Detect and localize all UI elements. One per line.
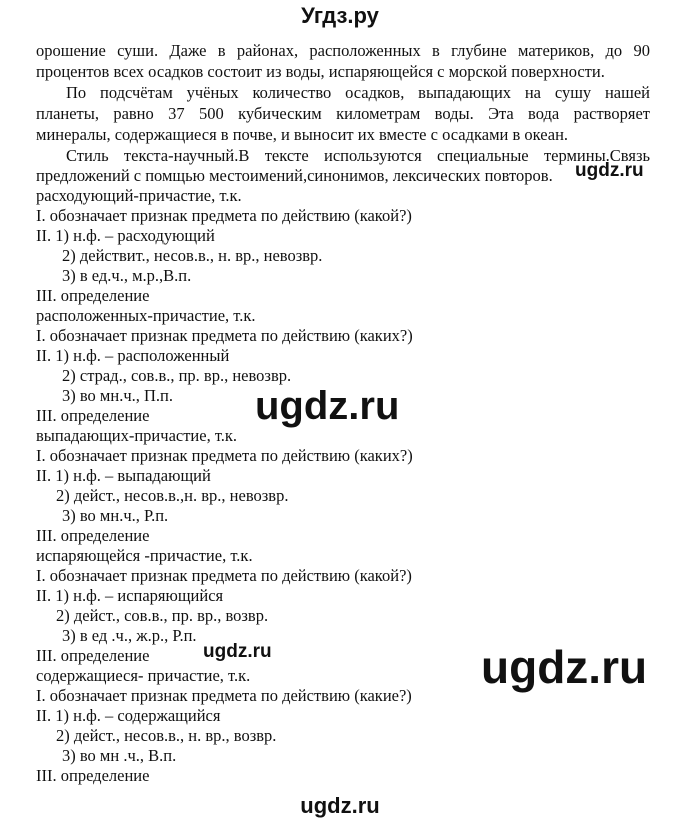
watermark: ugdz.ru — [481, 641, 648, 693]
text-line: Стиль текста-научный.В тексте используются специальные термины.Связь — [66, 146, 650, 165]
analysis-line: 2) страд., сов.в., пр. вр., невозвр. — [62, 366, 292, 385]
site-header: Угдз.ру — [301, 3, 379, 28]
analysis-line: II. 1) н.ф. – расположенный — [36, 346, 230, 365]
text-line: планеты, равно 37 500 кубическим километрам воды. Эта вода растворяет — [36, 104, 650, 123]
analysis-line: 2) действит., несов.в., н. вр., невозвр. — [62, 246, 323, 265]
participle-heading: испаряющейся -причастие, т.к. — [36, 546, 253, 565]
analysis-line: III. определение — [36, 526, 150, 545]
watermark: ugdz.ru — [575, 160, 644, 181]
text-line: орошение суши. Даже в районах, расположенных в глубине материков, до 90 — [36, 41, 650, 60]
analysis-line: I. обозначает признак предмета по действию (каких?) — [36, 326, 413, 345]
analysis-line: II. 1) н.ф. – испаряющийся — [36, 586, 224, 605]
analysis-line: 2) дейст., сов.в., пр. вр., возвр. — [56, 606, 269, 625]
analysis-line: I. обозначает признак предмета по действию (какой?) — [36, 566, 412, 585]
text-line: По подсчётам учёных количество осадков, выпадающих на сушу нашей — [66, 83, 650, 102]
analysis-line: 2) дейст., несов.в.,н. вр., невозвр. — [56, 486, 289, 505]
watermark: ugdz.ru — [203, 641, 272, 662]
participle-heading: выпадающих-причастие, т.к. — [36, 426, 238, 445]
analysis-line: II. 1) н.ф. – выпадающий — [36, 466, 211, 485]
participle-heading: расположенных-причастие, т.к. — [36, 306, 256, 325]
participle-heading: содержащиеся- причастие, т.к. — [36, 666, 251, 685]
text-line: процентов всех осадков состоит из воды, испаряющейся с морской поверхности. — [36, 62, 605, 81]
analysis-line: II. 1) н.ф. – расходующий — [36, 226, 215, 245]
analysis-line: 3) в ед .ч., ж.р., Р.п. — [62, 626, 197, 645]
text-line: минералы, содержащиеся в почве, и выносит их вместе с осадками в океан. — [36, 125, 569, 144]
analysis-line: 3) во мн .ч., В.п. — [62, 746, 177, 765]
watermark: ugdz.ru — [255, 384, 400, 428]
analysis-line: II. 1) н.ф. – содержащийся — [36, 706, 221, 725]
analysis-line: I. обозначает признак предмета по действию (каких?) — [36, 446, 413, 465]
analysis-line: III. определение — [36, 646, 150, 665]
analysis-line: III. определение — [36, 406, 150, 425]
participle-heading: расходующий-причастие, т.к. — [36, 186, 242, 205]
analysis-line: 3) в ед.ч., м.р.,В.п. — [62, 266, 192, 285]
analysis-line: 3) во мн.ч., П.п. — [62, 386, 173, 405]
analysis-line: III. определение — [36, 766, 150, 785]
text-line: предложений с помщью местоимений,синонимов, лексических повторов. — [36, 166, 553, 185]
analysis-line: III. определение — [36, 286, 150, 305]
analysis-line: I. обозначает признак предмета по действию (какой?) — [36, 206, 412, 225]
analysis-line: 3) во мн.ч., Р.п. — [62, 506, 169, 525]
site-footer: ugdz.ru — [300, 793, 380, 818]
analysis-line: 2) дейст., несов.в., н. вр., возвр. — [56, 726, 277, 745]
analysis-line: I. обозначает признак предмета по действию (какие?) — [36, 686, 412, 705]
